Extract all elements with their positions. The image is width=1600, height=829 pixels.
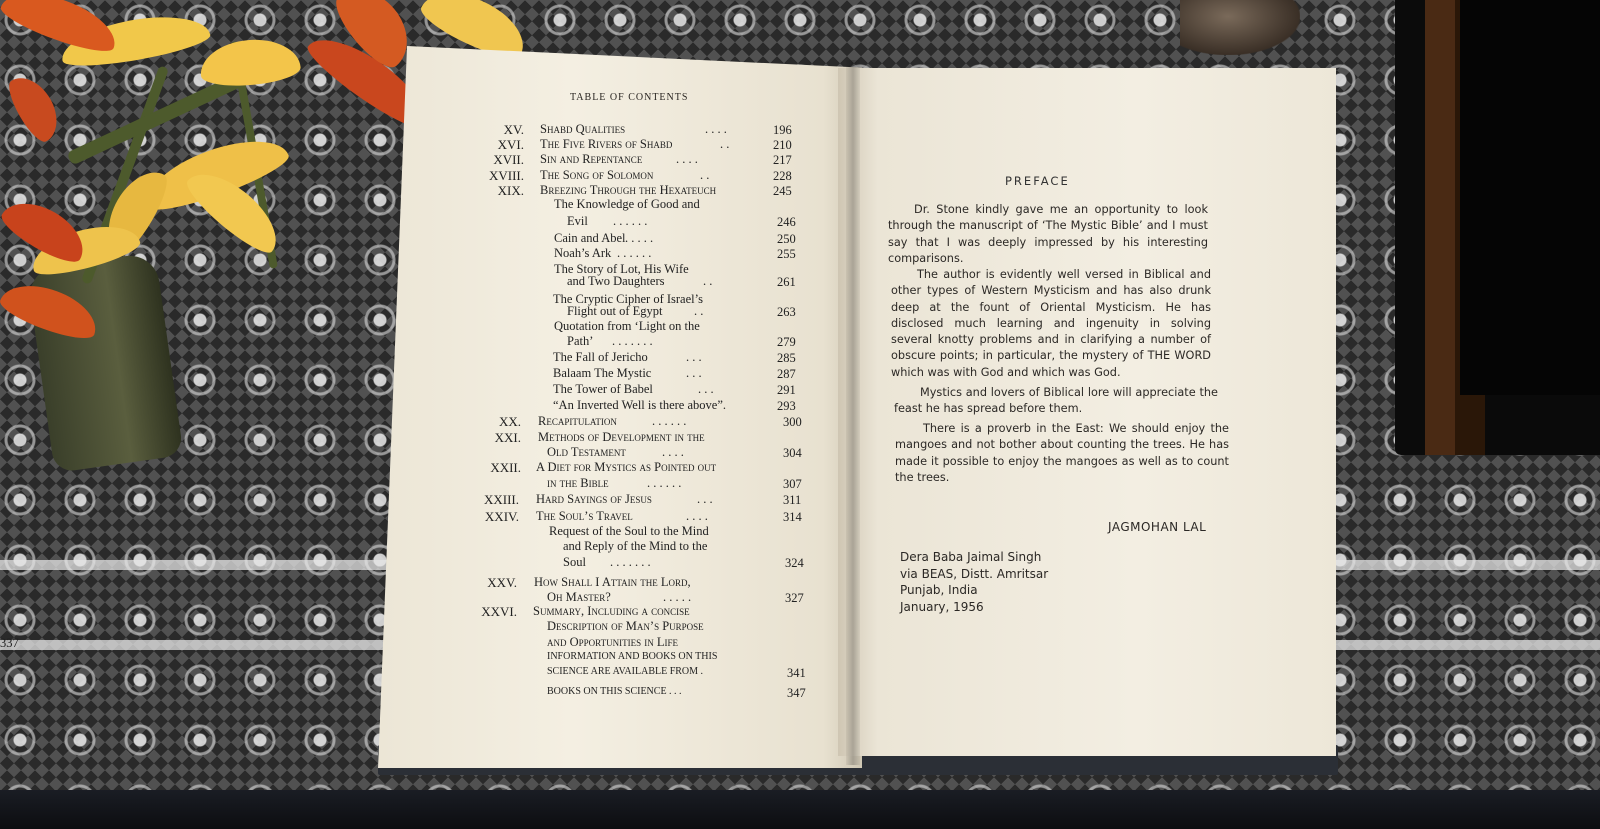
address-line: via BEAS, Distt. Amritsar (900, 566, 1049, 581)
toc-entry-title: The Five Rivers of Shabd (540, 137, 673, 151)
toc-entry-title: Oh Master? (547, 590, 611, 604)
toc-entry-title: and Two Daughters (567, 274, 665, 288)
toc-page-number: 279 (777, 335, 796, 349)
toc-chapter-number: XIX. (497, 183, 524, 198)
toc-leader-dots: . . . . . (663, 590, 692, 604)
toc-page-number: 311 (783, 493, 802, 507)
toc-entry-title: Soul (563, 555, 586, 569)
toc-entry-title: The Story of Lot, His Wife (554, 262, 689, 276)
toc-page-number: 314 (783, 510, 802, 524)
toc-page-number: 261 (777, 275, 796, 289)
toc-leader-dots: . . . (686, 366, 702, 380)
toc-entry-title: Cain and Abel (554, 231, 626, 245)
flower-petal (2, 68, 67, 146)
toc-entry-title: BOOKS ON THIS SCIENCE . . . (547, 686, 682, 697)
toc-page-number: 341 (787, 666, 806, 680)
toc-page-number: 210 (773, 138, 792, 152)
toc-chapter-number: XVIII. (488, 168, 524, 183)
toc-heading: TABLE OF CONTENTS (570, 92, 689, 103)
toc-entry-title: INFORMATION AND BOOKS ON THIS (547, 651, 718, 662)
toc-entry-title: Quotation from ‘Light on the (554, 319, 700, 333)
toc-page-number: 337 (0, 636, 19, 650)
address-line: Dera Baba Jaimal Singh (900, 550, 1042, 564)
toc-page-number: 263 (777, 305, 796, 319)
toc-chapter-number: XX. (498, 414, 521, 429)
toc-page-number: 255 (777, 247, 796, 261)
picture-frame-inner (1460, 0, 1600, 395)
address-line: Punjab, India (900, 583, 978, 597)
toc-entry-title: Description of Man’s Purpose (547, 619, 704, 633)
toc-page-number: 196 (773, 123, 792, 137)
toc-chapter-number: XXII. (490, 460, 521, 475)
toc-entry-title: Sin and Repentance (540, 152, 643, 166)
toc-entry-title: A Diet for Mystics as Pointed out (536, 460, 717, 474)
toc-page-number: 347 (787, 686, 806, 700)
toc-entry-title: Breezing Through the Hexateuch (540, 183, 717, 197)
toc-entry-title: Path’ (567, 334, 594, 348)
preface-author: JAGMOHAN LAL (1108, 520, 1207, 534)
book-gutter (846, 60, 860, 765)
toc-page-number: 285 (777, 351, 796, 365)
toc-entry-title: Balaam The Mystic (553, 366, 652, 380)
toc-entry-title: and Opportunities in Life (547, 635, 678, 649)
toc-leader-dots: . . (703, 274, 713, 288)
toc-entry-title: in the Bible (547, 476, 609, 490)
toc-leader-dots: . . . . (686, 509, 708, 523)
toc-entry-title: Hard Sayings of Jesus (536, 492, 652, 506)
toc-chapter-number: XXV. (487, 575, 517, 590)
toc-page-number: 228 (773, 169, 792, 183)
toc-leader-dots: . . . . . . (647, 476, 682, 490)
toc-leader-dots: . . . . . . (617, 246, 652, 260)
toc-leader-dots: . . (700, 168, 710, 182)
toc-page-number: 300 (783, 415, 802, 429)
toc-leader-dots: . . . . . (625, 231, 654, 245)
toc-entry-title: Evil (567, 214, 588, 228)
toc-page-number: 217 (773, 153, 792, 167)
toc-page-number: 245 (773, 184, 792, 198)
table-surface (0, 790, 1600, 829)
decorative-stone (1180, 0, 1300, 55)
toc-entry-title: Old Testament (547, 445, 626, 459)
toc-entry-title: Noah’s Ark (554, 246, 612, 260)
toc-entry-title: The Cryptic Cipher of Israel’s (553, 292, 703, 306)
toc-entry-title: “An Inverted Well is there above”. (553, 398, 726, 412)
toc-page-number: 327 (785, 591, 804, 605)
toc-page-number: 246 (777, 215, 796, 229)
toc-entry-title: The Song of Solomon (540, 168, 654, 182)
toc-entry-title: Shabd Qualities (540, 122, 626, 136)
toc-page-number: 304 (783, 446, 802, 460)
toc-chapter-number: XXIV. (484, 509, 519, 524)
toc-chapter-number: XXI. (494, 430, 521, 445)
toc-leader-dots: . . . (698, 382, 714, 396)
preface-paragraph: Dr. Stone kindly gave me an opportunity to look through the manuscript of ‘The Mystic Bible’ and I must say that I was deeply impressed by his interesting comparisons. (888, 203, 1208, 265)
toc-entry-title: Flight out of Egypt (567, 304, 663, 318)
preface-paragraph: Mystics and lovers of Biblical lore will appreciate the feast he has spread before them. (894, 386, 1218, 416)
toc-leader-dots: . . (694, 304, 704, 318)
flower-petal (198, 36, 302, 90)
toc-leader-dots: . . (720, 137, 730, 151)
toc-page-number: 293 (777, 399, 796, 413)
flower-petal (0, 0, 123, 59)
toc-entry-title: The Tower of Babel (553, 382, 653, 396)
toc-entry-title: Methods of Development in the (538, 430, 705, 444)
toc-leader-dots: . . . (686, 350, 702, 364)
toc-entry-title: The Knowledge of Good and (554, 197, 700, 211)
toc-chapter-number: XVII. (493, 152, 524, 167)
toc-entry-title: The Fall of Jericho (553, 350, 648, 364)
toc-chapter-number: XXIII. (483, 492, 519, 507)
preface-paragraph: The author is evidently well versed in Biblical and other types of Western Mysticism and has also drunk deep at the fount of Oriental Mysticism. He has disclosed much learning and ingenuity in solving several knotty problems and in clarifying a number of obscure points; in particular, the mystery of THE WORD which was with God and which was God. (891, 268, 1211, 379)
toc-entry-title: and Reply of the Mind to the (563, 539, 708, 553)
address-line: January, 1956 (900, 599, 984, 614)
toc-page-number: 291 (777, 383, 796, 397)
toc-page-number: 287 (777, 367, 796, 381)
preface-paragraph: There is a proverb in the East: We should enjoy the mangoes and not bother about counting the trees. He has made it possible to enjoy the mangoes as well as to count the trees. (895, 422, 1229, 484)
toc-leader-dots: . . . . . . . (612, 334, 653, 348)
toc-entry-title: Summary, Including a concise (533, 604, 690, 618)
toc-chapter-number: XV. (503, 122, 524, 137)
vase (26, 252, 183, 473)
toc-page-number: 324 (785, 556, 804, 570)
toc-page-number: 250 (777, 232, 796, 246)
toc-leader-dots: . . . . (662, 445, 684, 459)
toc-leader-dots: . . . . . . (652, 414, 687, 428)
preface-address (900, 549, 1048, 615)
toc-leader-dots: . . . . (676, 152, 698, 166)
toc-entry-title: Request of the Soul to the Mind (549, 524, 709, 538)
toc-entry-title: Recapitulation (538, 414, 617, 428)
toc-entry-title: The Soul’s Travel (536, 509, 633, 523)
toc-leader-dots: . . . (697, 492, 713, 506)
toc-leader-dots: . . . . . . (613, 214, 648, 228)
toc-chapter-number: XXVI. (481, 604, 517, 619)
preface-title: PREFACE (1005, 174, 1070, 188)
toc-chapter-number: XVI. (497, 137, 524, 152)
toc-leader-dots: . . . . . . . (610, 555, 651, 569)
toc-leader-dots: . . . . (705, 122, 727, 136)
toc-entry-title: SCIENCE ARE AVAILABLE FROM . (547, 666, 704, 677)
toc-entry-title: How Shall I Attain the Lord, (534, 575, 691, 589)
toc-page-number: 307 (783, 477, 802, 491)
